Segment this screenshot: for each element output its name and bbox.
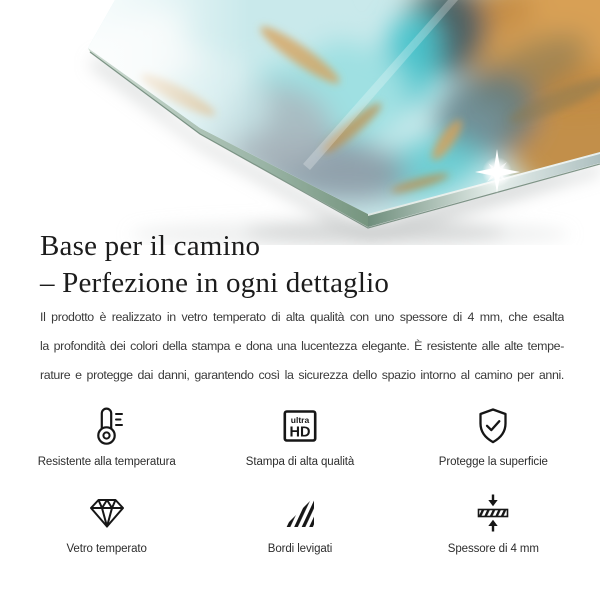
feature-item-tempered-glass (10, 484, 203, 571)
thickness-icon (473, 493, 513, 533)
feature-item-thickness (397, 484, 590, 571)
product-image (0, 0, 600, 245)
title-line-1: Base per il camino (40, 230, 261, 262)
diamond-icon (87, 493, 127, 533)
feature-label: Protegge la superficie (438, 456, 548, 468)
feature-label: Vetro temperato (66, 543, 147, 555)
svg-text:HD: HD (289, 424, 311, 441)
feature-item-temperature (10, 397, 203, 484)
polished-edges-icon (280, 493, 320, 533)
feature-label: Stampa di alta qualità (245, 456, 355, 468)
feature-item-print-quality (203, 397, 396, 484)
product-description (40, 303, 564, 390)
feature-item-polished-edges (203, 484, 396, 571)
shield-check-icon (473, 406, 513, 446)
thermometer-icon (87, 406, 127, 446)
feature-label: Spessore di 4 mm (447, 543, 539, 555)
description-line: Il prodotto è realizzato in vetro temperato di alta qualità con uno spessore di 4 mm, che esalta (40, 310, 564, 324)
ultra-hd-icon (280, 406, 320, 446)
feature-item-protection (397, 397, 590, 484)
feature-label: Resistente alla temperatura (37, 456, 176, 468)
feature-label: Bordi levigati (267, 543, 333, 555)
svg-text:ultra: ultra (290, 415, 310, 425)
description-line: rature e protegge dai danni, garantendo così la sicurezza dello spazio intorno al camino per anni. (40, 368, 564, 382)
description-line: la profondità dei colori della stampa e dona una lucentezza elegante. È resistente alle alte tempe- (40, 339, 564, 353)
page-title (40, 228, 389, 302)
title-line-2: – Perfezione in ogni dettaglio (40, 267, 390, 299)
features-grid (10, 397, 590, 571)
